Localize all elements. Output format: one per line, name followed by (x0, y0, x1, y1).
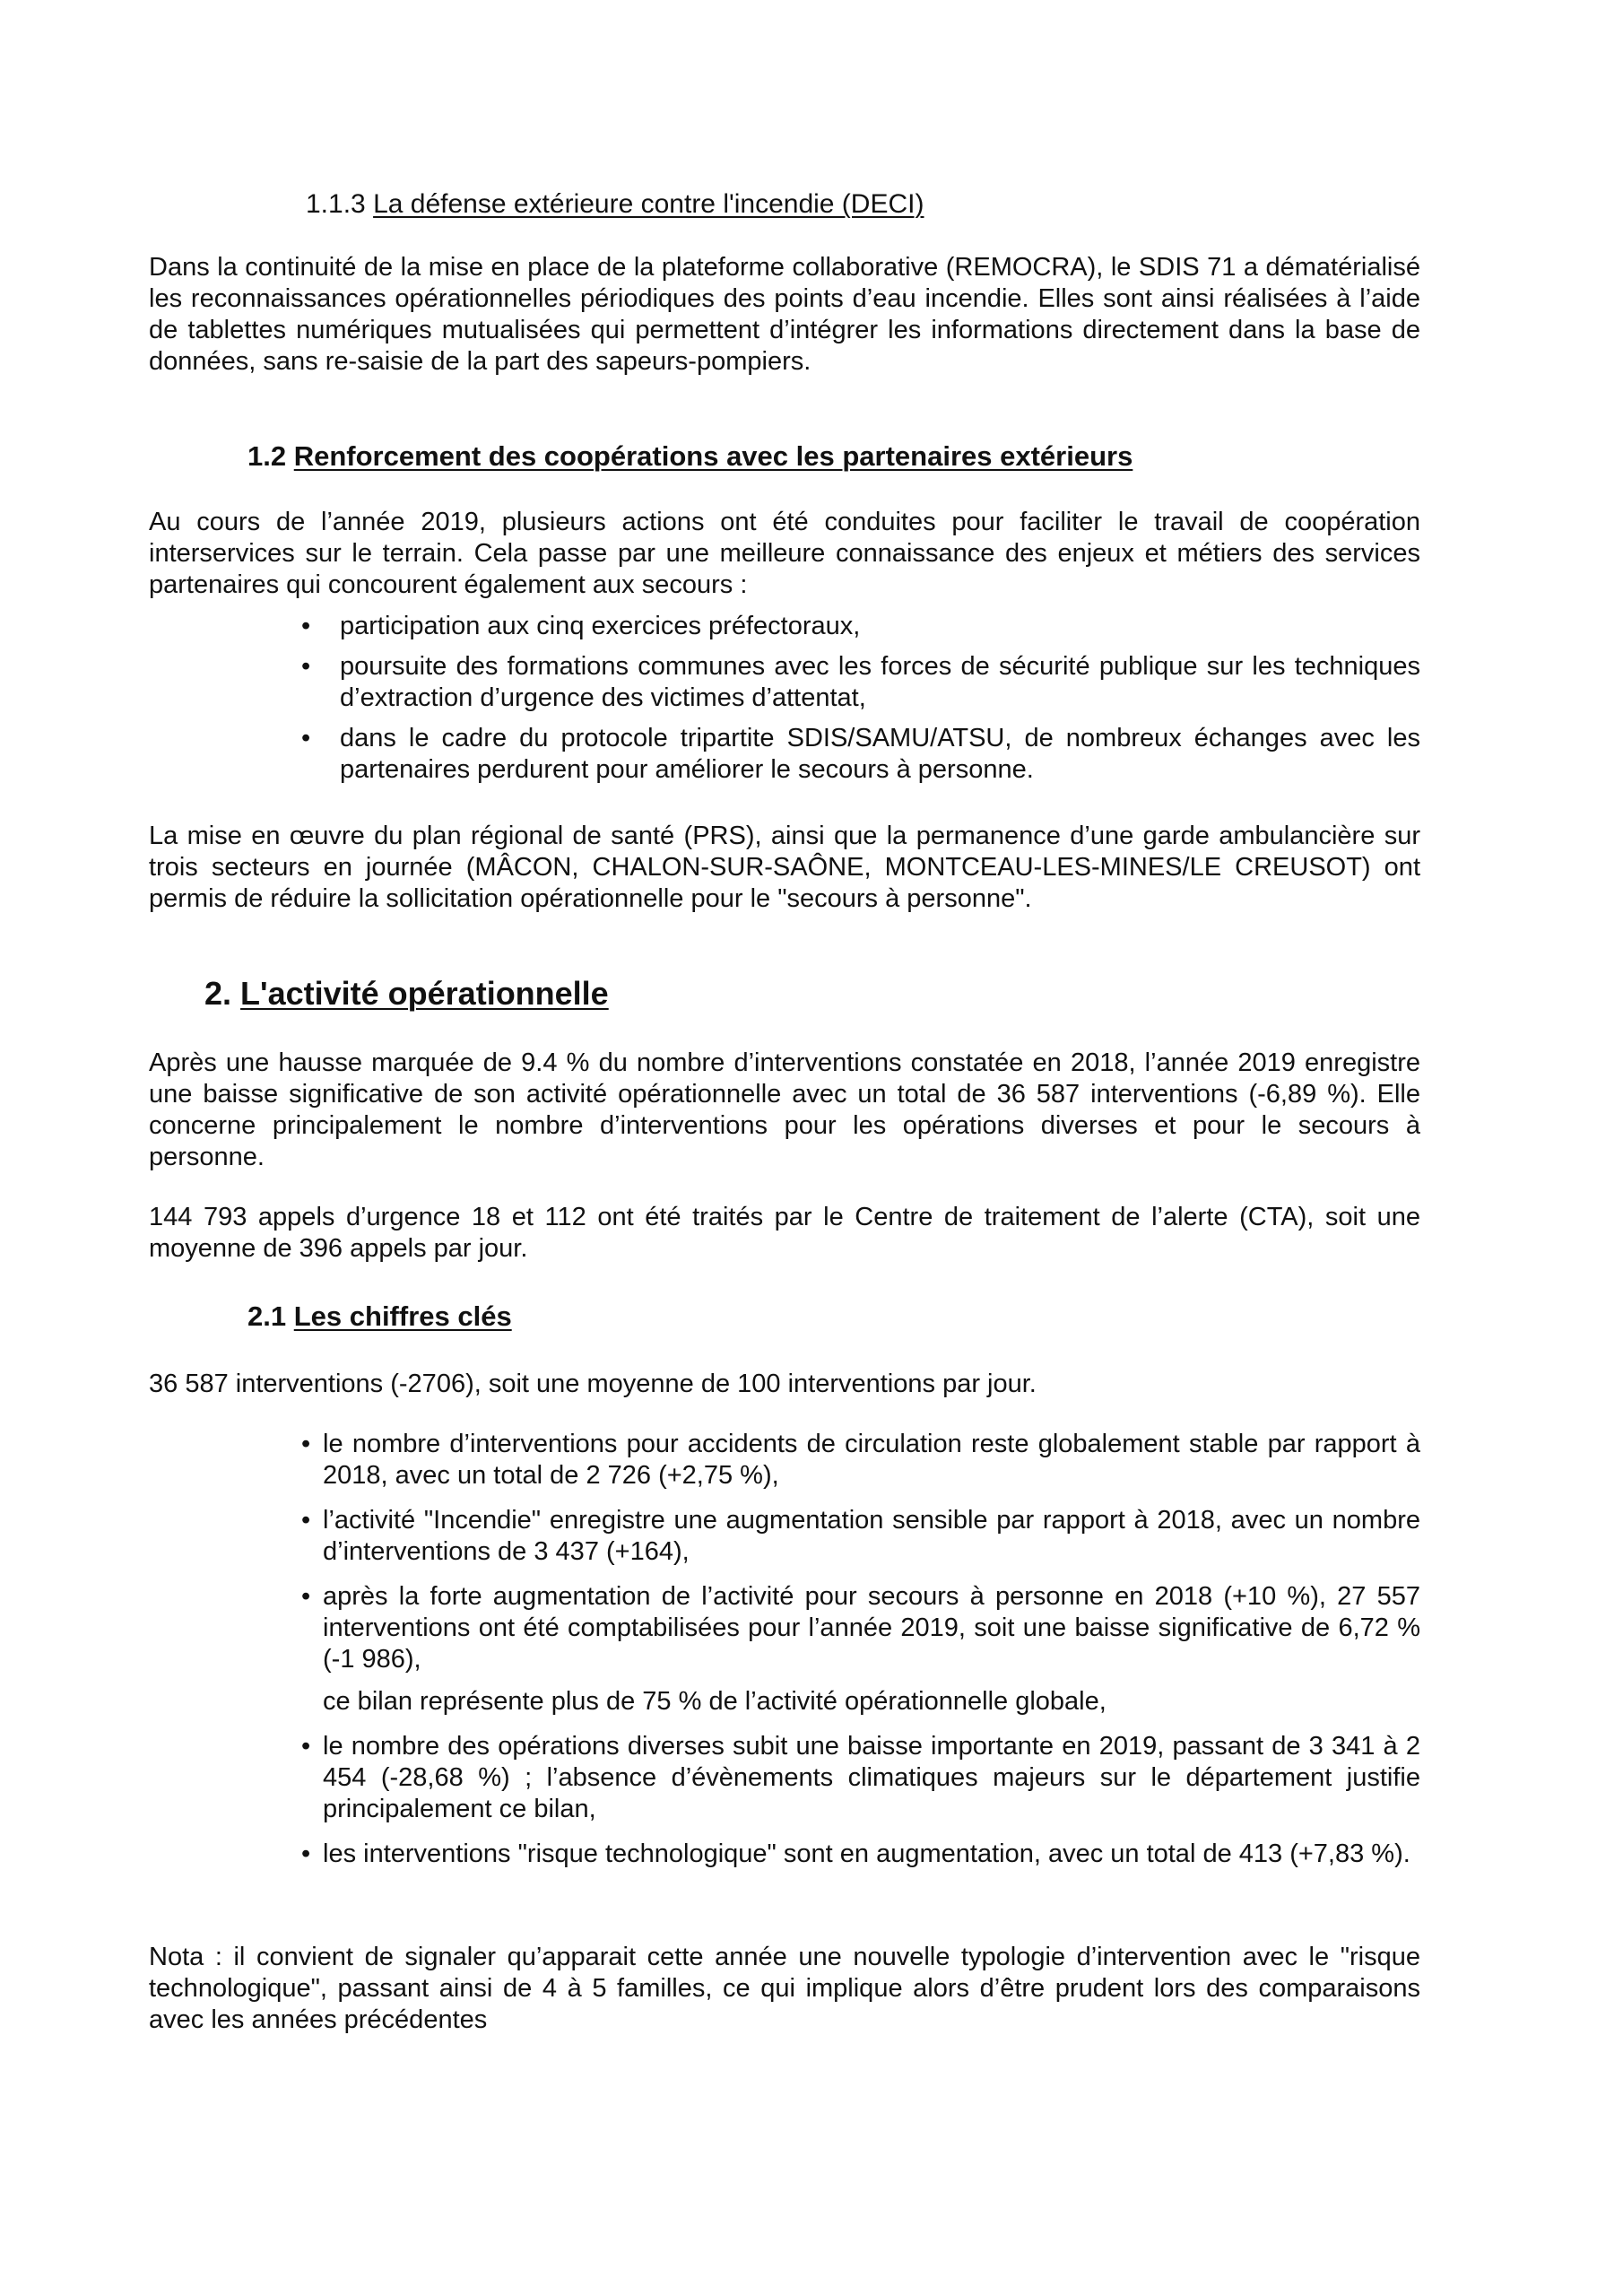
heading-title: L'activité opérationnelle (240, 975, 609, 1012)
heading-number: 1.1.3 (306, 189, 366, 219)
bullet-icon: • (301, 1732, 311, 1761)
list-item-text: l’activité "Incendie" enregistre une augmentation sensible par rapport à 2018, avec un nombre d’interventions de 3 437 (+164), (323, 1506, 1420, 1566)
bullet-icon: • (301, 652, 311, 681)
heading-1-2 (247, 440, 1133, 472)
paragraph-activity: Après une hausse marquée de 9.4 % du nombre d’interventions constatée en 2018, l’année 2019 enregistre une baisse significative de son activité opérationnelle avec un total de 36 587 interventions (-6,89 %). Elle concerne principalement le nombre d’interventions pour les opérations diverses et pour le secours à personne. (149, 1048, 1420, 1171)
bullet-icon: • (301, 1582, 311, 1611)
heading-number: 2.1 (247, 1300, 287, 1332)
key-figures-bullet-list (301, 1429, 1420, 1870)
paragraph-prs: La mise en œuvre du plan régional de santé (PRS), ainsi que la permanence d’une garde ambulancière sur trois secteurs en journée (MÂCON, CHALON-SUR-SAÔNE, MONTCEAU-LES-MINES/LE CREUSOT) ont permis de réduire la sollicitation opérationnelle pour le "secours à personne". (149, 822, 1420, 913)
cooperation-bullet-list (301, 611, 1420, 786)
document-page (149, 0, 1420, 2296)
paragraph-summary: 36 587 interventions (-2706), soit une moyenne de 100 interventions par jour. (149, 1370, 1037, 1398)
heading-number: 2. (204, 975, 232, 1012)
heading-title: Les chiffres clés (293, 1300, 512, 1332)
bullet-icon: • (301, 724, 311, 752)
heading-number: 1.2 (247, 440, 287, 472)
list-item-text: les interventions "risque technologique" sont en augmentation, avec un total de 413 (+7,83 %). (323, 1839, 1410, 1868)
list-item (301, 1429, 1420, 1492)
list-item (301, 1581, 1420, 1675)
bullet-icon: • (301, 1839, 311, 1868)
heading-2-1 (247, 1300, 512, 1332)
heading-1-1-3 (306, 188, 924, 220)
list-item (301, 1505, 1420, 1568)
paragraph-deci: Dans la continuité de la mise en place de la plateforme collaborative (REMOCRA), le SDIS 71 a dématérialisé les reconnaissances opérationnelles périodiques des points d’eau incendie. Elles sont ainsi réalisées à l’aide de tablettes numériques mutualisées qui permettent d’intégrer les informations directement dans la base de données, sans re-saisie de la part des sapeurs-pompiers. (149, 253, 1420, 376)
paragraph-nota: Nota : il convient de signaler qu’apparait cette année une nouvelle typologie d’intervention avec le "risque technologique", passant ainsi de 4 à 5 familles, ce qui implique alors d’être prudent lors des comparaisons avec les années précédentes (149, 1943, 1420, 2034)
list-item-text: dans le cadre du protocole tripartite SDIS/SAMU/ATSU, de nombreux échanges avec les partenaires perdurent pour améliorer le secours à personne. (340, 724, 1420, 784)
list-item (301, 651, 1420, 714)
list-item-text: participation aux cinq exercices préfectoraux, (340, 612, 861, 640)
bullet-icon: • (301, 1430, 311, 1458)
list-item-text: ce bilan représente plus de 75 % de l’activité opérationnelle globale, (323, 1687, 1107, 1716)
paragraph-cooperation-intro: Au cours de l’année 2019, plusieurs actions ont été conduites pour faciliter le travail de coopération interservices sur le terrain. Cela passe par une meilleure connaissance des enjeux et métiers des services partenaires qui concourent également aux secours : (149, 508, 1420, 599)
paragraph-calls: 144 793 appels d’urgence 18 et 112 ont été traités par le Centre de traitement de l’alerte (CTA), soit une moyenne de 396 appels par jour. (149, 1203, 1420, 1263)
list-item-text: poursuite des formations communes avec les forces de sécurité publique sur les techniques d’extraction d’urgence des victimes d’attentat, (340, 652, 1420, 712)
bullet-icon: • (301, 612, 311, 640)
list-item (301, 611, 1420, 642)
list-item-continuation (301, 1686, 1420, 1718)
list-item-text: le nombre d’interventions pour accidents de circulation reste globalement stable par rapport à 2018, avec un total de 2 726 (+2,75 %), (323, 1430, 1420, 1490)
list-item (301, 723, 1420, 786)
heading-2 (204, 975, 609, 1012)
list-item-text: le nombre des opérations diverses subit une baisse importante en 2019, passant de 3 341 à 2 454 (-28,68 %) ; l’absence d’évènements climatiques majeurs sur le département justifie principalement ce bilan, (323, 1732, 1420, 1823)
list-item (301, 1731, 1420, 1825)
list-item-text: après la forte augmentation de l’activité pour secours à personne en 2018 (+10 %), 27 557 interventions ont été comptabilisées pour l’année 2019, soit une baisse significative de 6,72 % (-1 986), (323, 1582, 1420, 1674)
heading-title: La défense extérieure contre l'incendie (DECI) (373, 189, 924, 219)
heading-title: Renforcement des coopérations avec les partenaires extérieurs (293, 440, 1133, 472)
bullet-icon: • (301, 1506, 311, 1535)
list-item (301, 1839, 1420, 1870)
